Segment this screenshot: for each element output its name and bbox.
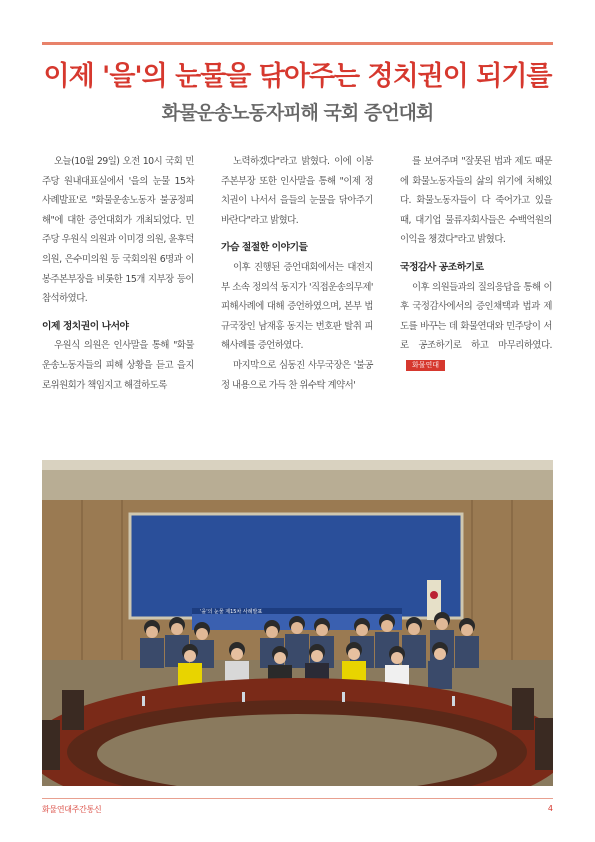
article-column-1 (42, 152, 194, 395)
paragraph: 우원식 의원은 인사말을 통해 "화물운송노동자들의 피해 상황을 듣고 을지로위원회가 책임지고 해결하도록 (42, 340, 194, 391)
paragraph: 이후 진행된 증언대회에서는 대전지부 소속 정의석 동지가 '직접운송의무제' 피해사례에 대해 증언하였으며, 본부 법규국장인 남재홍 동지는 번호판 탈취 피해사례를 증언하였다. (221, 261, 373, 352)
top-rule (42, 42, 553, 45)
paragraph: 노력하겠다"라고 밝혔다. 이에 이봉주본부장 또한 인사말을 통해 "이제 정치권이 나서서 을들의 눈물을 닦아주기 바란다"라고 밝혔다. (221, 156, 373, 226)
article-column-3 (400, 152, 552, 376)
section-heading: 가슴 절절한 이야기들 (221, 242, 308, 254)
paragraph-text: 이후 의원들과의 질의응답을 통해 이후 국정감사에서의 증인채택과 법과 제도를 바꾸는 데 화물연대와 민주당이 서로 공조하기로 하고 마무리하였다. (400, 281, 552, 352)
page-title: 이제 '을'의 눈물을 닦아주는 정치권이 되기를 (43, 61, 552, 92)
group-photo-illustration (42, 460, 553, 786)
group-photo (42, 460, 553, 786)
article-column-2 (221, 152, 373, 395)
page-subtitle: 화물운송노동자피해 국회 증언대회 (161, 102, 434, 124)
end-stamp: 화물연대 (406, 360, 445, 371)
page-number: 4 (547, 804, 553, 813)
footer-rule (42, 798, 553, 799)
paragraph (400, 278, 552, 376)
section-heading: 이제 정치권이 나서야 (42, 320, 129, 332)
blue-backdrop (130, 514, 462, 618)
publication-name: 화물연대주간통신 (42, 805, 102, 814)
paragraph: 를 보여주며 "잘못된 법과 제도 때문에 화물노동자들의 삶의 위기에 처해있다. 화물노동자들이 다 죽어가고 있을 때, 대기업 물류자회사들은 수백억원의 이익을 챙겼다"라고 밝혔다. (400, 156, 552, 246)
section-heading: 국정감사 공조하기로 (400, 261, 484, 273)
banner-text: '을'의 눈물 제15차 사례발표 (200, 609, 263, 615)
paragraph: 오늘(10월 29일) 오전 10시 국회 민주당 원내대표실에서 '을의 눈물 15차 사례발표'로 "화물운송노동자 불공정피해"에 대한 증언대회가 개최되었다. 민주당 우원식 의원과 이미경 의원, 윤후덕 의원, 은수미의원 등 국회의원 6명과 이봉주본부장을 비롯한 15개 지부장 등이 참석하였다. (42, 156, 194, 305)
paragraph: 마지막으로 심동진 사무국장은 '불공정 내용으로 가득 찬 위수탁 계약서' (221, 359, 373, 391)
